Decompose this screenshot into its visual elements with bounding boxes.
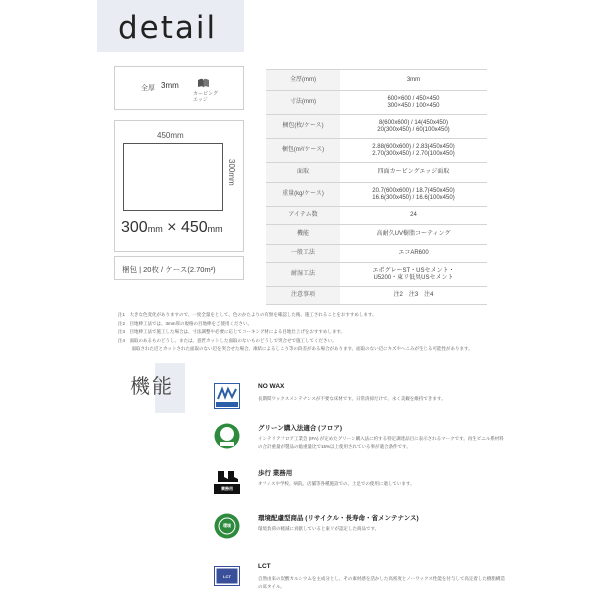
spec-row (266, 115, 487, 139)
feature-badge-text: LCT (223, 573, 231, 579)
feature-heading: LCT (258, 563, 271, 570)
dimension-width-label: 450mm (157, 131, 184, 140)
feature-description: 環境負荷の軽減に貢献していると東リが認定した商品です。 (258, 526, 380, 531)
dimension-size (121, 219, 223, 237)
spec-row (266, 139, 487, 163)
spec-key: アイテム数 (266, 207, 340, 225)
spec-row (266, 263, 487, 287)
size-a: 300 (121, 219, 148, 236)
spec-value: 8(600x600) / 14(450x450) 20(300x450) / 60(100x450) (340, 115, 487, 139)
spec-value: 600×600 / 450×450 300×450 / 100×450 (340, 91, 487, 115)
feature-heading: 環境配慮型商品 (リサイクル・長寿命・省メンテナンス) (258, 515, 419, 522)
lct-icon (214, 563, 240, 589)
feature-badge-text: IFA (223, 433, 231, 439)
note-line: 注1 大きな色変化がありますので、一度全量をとして、色のかたよりの有無を確認した後、施工されることをおすすめします。 (118, 312, 377, 317)
packing-card (114, 256, 244, 280)
feature-badge-text: 環境 (223, 523, 231, 528)
commercial-walk-icon (214, 468, 240, 494)
page-title: detail (118, 10, 218, 46)
spec-row (266, 245, 487, 263)
green-purchase-icon (214, 423, 240, 449)
spec-row (266, 183, 487, 207)
edge-label: カービング エッジ (193, 91, 218, 103)
spec-row (266, 287, 487, 305)
spec-value: 24 (340, 207, 487, 225)
feature-description: オフィスや学校、病院、店舗等各種施設での、土足での使用に適しています。 (258, 481, 415, 486)
size-b-unit: mm (207, 224, 223, 234)
spec-row (266, 70, 487, 91)
thickness-label: 全厚 (141, 85, 155, 92)
spec-table (266, 69, 487, 305)
tile-outline (123, 143, 223, 211)
no-wax-icon (214, 383, 240, 409)
spec-value: 20.7(600x600) / 18.7(450x450) 16.6(300x450) / 16.6(100x450) (340, 183, 487, 207)
feature-description: 自然由来の炭酸カルシウムを主成分とし、その素材感を活かした高密度とノーワックス性能を付与して高定着した樹脂構造の床タイル。 (258, 576, 505, 589)
spec-key: 一般工法 (266, 245, 340, 263)
spec-row (266, 91, 487, 115)
carving-edge-icon (197, 78, 210, 89)
feature-heading: 歩行 業務用 (258, 470, 293, 477)
spec-value: 注2 注3 注4 (340, 287, 487, 305)
thickness-value: 3mm (161, 81, 179, 90)
dimension-height-label: 300mm (227, 159, 236, 186)
spec-key: 注意事項 (266, 287, 340, 305)
size-times: × (167, 219, 177, 236)
notes (118, 311, 498, 354)
size-b: 450 (180, 219, 208, 236)
spec-value: 3mm (340, 70, 487, 91)
feature-description: インテリアフロア工業会 (IFA) が定めたグリーン購入法に約する特定調達品目に表示されるマークです。再生ビニル系材料の合計重量が製品の総重量比で15%以上使用されている事が適合条件です。 (258, 436, 504, 449)
feature-description: 長期間ワックスメンテナンスが不要な床材です。日常清掃だけで、永く美観を維持できます。 (258, 396, 446, 401)
spec-value: 四面カービングエッジ面取 (340, 163, 487, 183)
spec-row (266, 207, 487, 225)
size-a-unit: mm (147, 224, 163, 234)
note-line: 注2 目地棒工法では、3mm厚の規格の目地棒をご使用ください。 (118, 320, 252, 326)
thickness-card (114, 66, 244, 110)
spec-key: 梱包(枚/ケース) (266, 115, 340, 139)
spec-value: 2.88(600x600) / 2.83(450x450) 2.70(300x450) / 2.70(100x450) (340, 139, 487, 163)
feature-badge-text: 業務用 (221, 486, 233, 491)
spec-value: 高耐久UV樹脂コーティング (340, 225, 487, 245)
spec-key: 機能 (266, 225, 340, 245)
spec-row (266, 163, 487, 183)
spec-key: 面取 (266, 163, 340, 183)
spec-key: 耐湿工法 (266, 263, 340, 287)
feature-badge-text: NO WAX (218, 402, 236, 408)
dimension-card (114, 120, 244, 252)
feature-heading: グリーン購入法適合 (フロア) (258, 425, 343, 432)
note-line: 面取された辺とカットされた面取のない辺を突合せた場合、凍結によるしこり等の段差がある場合があります。面取のない辺にキズやへこみが生じる可能性があります。 (118, 346, 473, 352)
feature-heading: NO WAX (258, 383, 285, 390)
spec-row (266, 225, 487, 245)
note-line: 注3 目地棒工法で施工した場合は、寸法調整や必要に応じてコーキング材による目地仕上げをおすすめします。 (118, 329, 346, 335)
spec-key: 寸法(mm) (266, 91, 340, 115)
spec-key: 梱包(m²/ケース) (266, 139, 340, 163)
functions-title: 機能 (130, 374, 174, 398)
eco-product-icon (214, 513, 240, 539)
packing-text: 梱包 | 20枚 / ケース(2.70m²) (122, 265, 216, 274)
note-line: 注4 面取のあるものどうし、または、意匠カットした面取のないものどうしで突合せで施工してください。 (118, 337, 337, 343)
spec-key: 重量(kg/ケース) (266, 183, 340, 207)
spec-key: 全厚(mm) (266, 70, 340, 91)
spec-value: エポグレーST・USセメント・ U5200・東リ低臭USセメント (340, 263, 487, 287)
spec-value: エコAR600 (340, 245, 487, 263)
